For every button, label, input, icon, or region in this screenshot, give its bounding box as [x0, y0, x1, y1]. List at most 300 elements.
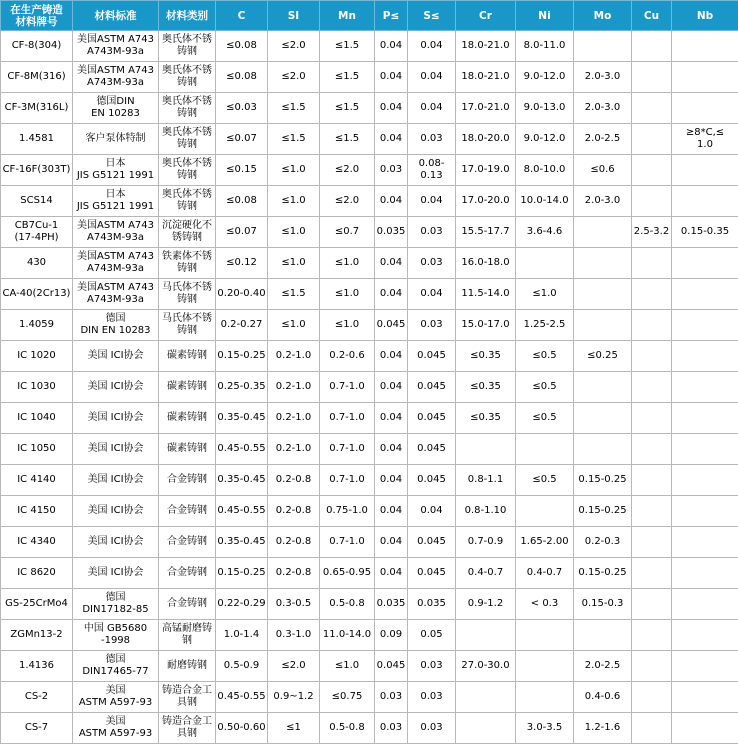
- cell-grade: CB7Cu-1 (17-4PH): [1, 217, 73, 248]
- cell-p: 0.03: [375, 682, 408, 713]
- cell-c: 1.0-1.4: [216, 620, 268, 651]
- cell-grade: IC 1050: [1, 434, 73, 465]
- column-header-nb: Nb: [672, 1, 738, 31]
- table-body: [1, 31, 738, 744]
- cell-ni: 9.0-12.0: [516, 124, 574, 155]
- cell-si: ≤2.0: [268, 62, 320, 93]
- cell-mn: 0.7-1.0: [320, 372, 375, 403]
- table-row: [1, 496, 738, 527]
- cell-p: 0.04: [375, 434, 408, 465]
- cell-mo: 0.2-0.3: [574, 527, 632, 558]
- cell-category: 合金铸钢: [159, 527, 216, 558]
- cell-p: 0.03: [375, 713, 408, 744]
- cell-s: 0.045: [408, 527, 456, 558]
- cell-p: 0.045: [375, 310, 408, 341]
- cell-cu: [632, 248, 672, 279]
- cell-cu: 2.5-3.2: [632, 217, 672, 248]
- cell-category: 铸造合金工 具钢: [159, 713, 216, 744]
- cell-mo: [574, 620, 632, 651]
- cell-s: 0.03: [408, 310, 456, 341]
- cell-c: ≤0.08: [216, 31, 268, 62]
- table-row: [1, 186, 738, 217]
- cell-cr: 18.0-21.0: [456, 31, 516, 62]
- cell-ni: 1.25-2.5: [516, 310, 574, 341]
- cell-mo: 0.4-0.6: [574, 682, 632, 713]
- cell-category: 铸造合金工 具钢: [159, 682, 216, 713]
- cell-cr: 15.0-17.0: [456, 310, 516, 341]
- cell-mn: 0.5-0.8: [320, 713, 375, 744]
- cell-nb: [672, 589, 738, 620]
- cell-ni: 0.4-0.7: [516, 558, 574, 589]
- cell-standard: 美国 ASTM A597-93: [73, 682, 159, 713]
- cell-p: 0.04: [375, 124, 408, 155]
- cell-grade: IC 4340: [1, 527, 73, 558]
- cell-c: 0.35-0.45: [216, 465, 268, 496]
- cell-c: ≤0.07: [216, 124, 268, 155]
- cell-c: 0.35-0.45: [216, 527, 268, 558]
- cell-p: 0.045: [375, 651, 408, 682]
- cell-grade: SCS14: [1, 186, 73, 217]
- cell-standard: 美国ASTM A743 A743M-93a: [73, 248, 159, 279]
- cell-c: 0.35-0.45: [216, 403, 268, 434]
- cell-standard: 美国ASTM A743 A743M-93a: [73, 279, 159, 310]
- cell-mo: [574, 217, 632, 248]
- cell-grade: CS-2: [1, 682, 73, 713]
- cell-mn: 0.7-1.0: [320, 465, 375, 496]
- header-row: [1, 1, 738, 31]
- cell-mo: 0.15-0.25: [574, 465, 632, 496]
- cell-p: 0.04: [375, 248, 408, 279]
- table-row: [1, 341, 738, 372]
- cell-s: 0.035: [408, 589, 456, 620]
- cell-category: 合金铸钢: [159, 558, 216, 589]
- cell-si: ≤1.0: [268, 248, 320, 279]
- cell-c: ≤0.08: [216, 62, 268, 93]
- cell-standard: 美国 ICI协会: [73, 465, 159, 496]
- cell-grade: GS-25CrMo4: [1, 589, 73, 620]
- cell-grade: 430: [1, 248, 73, 279]
- column-header-grade: 在生产铸造 材料牌号: [1, 1, 73, 31]
- cell-cu: [632, 434, 672, 465]
- cell-s: 0.045: [408, 434, 456, 465]
- cell-standard: 美国ASTM A743 A743M-93a: [73, 62, 159, 93]
- cell-nb: [672, 372, 738, 403]
- cell-cu: [632, 279, 672, 310]
- cell-cu: [632, 651, 672, 682]
- table-row: [1, 527, 738, 558]
- cell-grade: CA-40(2Cr13): [1, 279, 73, 310]
- cell-ni: 9.0-13.0: [516, 93, 574, 124]
- cell-s: 0.04: [408, 496, 456, 527]
- cell-cr: 27.0-30.0: [456, 651, 516, 682]
- cell-mo: 2.0-2.5: [574, 651, 632, 682]
- cell-mn: 0.7-1.0: [320, 434, 375, 465]
- cell-ni: ≤0.5: [516, 341, 574, 372]
- cell-si: 0.2-0.8: [268, 496, 320, 527]
- cell-cr: [456, 713, 516, 744]
- column-header-category: 材料类别: [159, 1, 216, 31]
- column-header-c: C: [216, 1, 268, 31]
- cell-nb: [672, 310, 738, 341]
- column-header-p: P≤: [375, 1, 408, 31]
- cell-p: 0.035: [375, 589, 408, 620]
- cell-p: 0.04: [375, 341, 408, 372]
- cell-standard: 美国 ICI协会: [73, 434, 159, 465]
- cell-mn: 0.2-0.6: [320, 341, 375, 372]
- cell-grade: CF-16F(303T): [1, 155, 73, 186]
- cell-nb: [672, 620, 738, 651]
- cell-si: ≤1.5: [268, 93, 320, 124]
- cell-ni: [516, 682, 574, 713]
- column-header-cu: Cu: [632, 1, 672, 31]
- cell-category: 耐磨铸钢: [159, 651, 216, 682]
- cell-s: 0.03: [408, 124, 456, 155]
- cell-standard: 德国DIN EN 10283: [73, 93, 159, 124]
- cell-mo: [574, 31, 632, 62]
- table-row: [1, 434, 738, 465]
- cell-standard: 客户泵体特制: [73, 124, 159, 155]
- table-row: [1, 155, 738, 186]
- cell-mo: 0.15-0.25: [574, 558, 632, 589]
- cell-category: 奥氏体不锈 铸钢: [159, 186, 216, 217]
- cell-mo: [574, 434, 632, 465]
- cell-cr: ≤0.35: [456, 403, 516, 434]
- cell-grade: CF-8(304): [1, 31, 73, 62]
- cell-standard: 美国 ICI协会: [73, 341, 159, 372]
- cell-p: 0.04: [375, 403, 408, 434]
- cell-standard: 美国 ASTM A597-93: [73, 713, 159, 744]
- cell-c: 0.20-0.40: [216, 279, 268, 310]
- cell-s: 0.04: [408, 279, 456, 310]
- cell-cr: [456, 620, 516, 651]
- cell-mn: ≤1.5: [320, 62, 375, 93]
- cell-nb: [672, 434, 738, 465]
- cell-standard: 美国 ICI协会: [73, 372, 159, 403]
- cell-cr: 11.5-14.0: [456, 279, 516, 310]
- cell-s: 0.045: [408, 403, 456, 434]
- table-row: [1, 31, 738, 62]
- cell-nb: [672, 403, 738, 434]
- cell-c: 0.5-0.9: [216, 651, 268, 682]
- cell-category: 奥氏体不锈 铸钢: [159, 31, 216, 62]
- cell-si: 0.2-0.8: [268, 527, 320, 558]
- cell-ni: ≤0.5: [516, 372, 574, 403]
- cell-grade: ZGMn13-2: [1, 620, 73, 651]
- cell-s: 0.04: [408, 93, 456, 124]
- cell-p: 0.04: [375, 527, 408, 558]
- cell-nb: [672, 527, 738, 558]
- cell-cr: [456, 434, 516, 465]
- cell-ni: 3.0-3.5: [516, 713, 574, 744]
- cell-mn: ≤0.75: [320, 682, 375, 713]
- cell-cu: [632, 558, 672, 589]
- cell-cu: [632, 403, 672, 434]
- cell-category: 奥氏体不锈 铸钢: [159, 155, 216, 186]
- table-row: [1, 124, 738, 155]
- cell-nb: [672, 31, 738, 62]
- cell-cu: [632, 341, 672, 372]
- cell-si: 0.3-1.0: [268, 620, 320, 651]
- cell-category: 奥氏体不锈 铸钢: [159, 124, 216, 155]
- cell-cu: [632, 186, 672, 217]
- cell-category: 合金铸钢: [159, 496, 216, 527]
- cell-category: 碳素铸钢: [159, 341, 216, 372]
- cell-cu: [632, 620, 672, 651]
- cell-si: 0.2-1.0: [268, 372, 320, 403]
- cell-mn: 0.7-1.0: [320, 527, 375, 558]
- cell-mo: 2.0-3.0: [574, 186, 632, 217]
- cell-mn: 0.5-0.8: [320, 589, 375, 620]
- cell-nb: [672, 62, 738, 93]
- cell-mn: ≤1.0: [320, 248, 375, 279]
- cell-s: 0.045: [408, 341, 456, 372]
- cell-nb: [672, 155, 738, 186]
- cell-standard: 德国 DIN17182-85: [73, 589, 159, 620]
- cell-grade: IC 8620: [1, 558, 73, 589]
- cell-si: ≤1.0: [268, 155, 320, 186]
- cell-p: 0.04: [375, 62, 408, 93]
- cell-c: 0.50-0.60: [216, 713, 268, 744]
- cell-cu: [632, 496, 672, 527]
- cell-mo: 2.0-3.0: [574, 93, 632, 124]
- cell-s: 0.03: [408, 248, 456, 279]
- cell-si: 0.2-0.8: [268, 558, 320, 589]
- cell-standard: 美国ASTM A743 A743M-93a: [73, 217, 159, 248]
- cell-grade: 1.4581: [1, 124, 73, 155]
- cell-ni: 10.0-14.0: [516, 186, 574, 217]
- cell-category: 马氏体不锈 铸钢: [159, 279, 216, 310]
- cell-mn: ≤1.5: [320, 124, 375, 155]
- cell-standard: 美国 ICI协会: [73, 496, 159, 527]
- cell-si: ≤1.0: [268, 186, 320, 217]
- cell-grade: CF-8M(316): [1, 62, 73, 93]
- cell-ni: < 0.3: [516, 589, 574, 620]
- table-row: [1, 310, 738, 341]
- cell-grade: CS-7: [1, 713, 73, 744]
- cell-cr: ≤0.35: [456, 341, 516, 372]
- cell-mn: ≤1.5: [320, 31, 375, 62]
- cell-cu: [632, 527, 672, 558]
- cell-standard: 美国ASTM A743 A743M-93a: [73, 31, 159, 62]
- cell-mo: [574, 403, 632, 434]
- cell-mn: ≤2.0: [320, 155, 375, 186]
- cell-cr: 0.4-0.7: [456, 558, 516, 589]
- cell-grade: IC 1040: [1, 403, 73, 434]
- cell-cu: [632, 124, 672, 155]
- cell-standard: 德国 DIN17465-77: [73, 651, 159, 682]
- cell-nb: [672, 93, 738, 124]
- column-header-mo: Mo: [574, 1, 632, 31]
- cell-standard: 美国 ICI协会: [73, 403, 159, 434]
- cell-ni: ≤0.5: [516, 403, 574, 434]
- cell-cr: 0.7-0.9: [456, 527, 516, 558]
- cell-cu: [632, 31, 672, 62]
- cell-mo: 0.15-0.25: [574, 496, 632, 527]
- cell-grade: IC 1020: [1, 341, 73, 372]
- cell-standard: 德国 DIN EN 10283: [73, 310, 159, 341]
- column-header-mn: Mn: [320, 1, 375, 31]
- cell-mn: ≤1.5: [320, 93, 375, 124]
- cell-category: 合金铸钢: [159, 589, 216, 620]
- cell-ni: [516, 248, 574, 279]
- cell-si: 0.2-1.0: [268, 434, 320, 465]
- cell-p: 0.04: [375, 186, 408, 217]
- cell-mo: 2.0-3.0: [574, 62, 632, 93]
- cell-mn: ≤1.0: [320, 310, 375, 341]
- cell-mo: [574, 310, 632, 341]
- cell-nb: [672, 713, 738, 744]
- cell-standard: 日本 JIS G5121 1991: [73, 186, 159, 217]
- cell-si: ≤2.0: [268, 31, 320, 62]
- cell-grade: 1.4059: [1, 310, 73, 341]
- cell-standard: 美国 ICI协会: [73, 527, 159, 558]
- cell-cr: ≤0.35: [456, 372, 516, 403]
- cell-mo: 2.0-2.5: [574, 124, 632, 155]
- cell-c: 0.45-0.55: [216, 496, 268, 527]
- cell-mo: [574, 372, 632, 403]
- cell-ni: [516, 651, 574, 682]
- cell-ni: ≤0.5: [516, 465, 574, 496]
- cell-cr: 17.0-21.0: [456, 93, 516, 124]
- cell-p: 0.04: [375, 465, 408, 496]
- cell-nb: 0.15-0.35: [672, 217, 738, 248]
- cell-ni: [516, 620, 574, 651]
- cell-nb: [672, 279, 738, 310]
- cell-p: 0.04: [375, 31, 408, 62]
- cell-cr: 0.8-1.10: [456, 496, 516, 527]
- cell-category: 铁素体不锈 铸钢: [159, 248, 216, 279]
- cell-s: 0.045: [408, 465, 456, 496]
- cell-si: 0.2-1.0: [268, 341, 320, 372]
- cell-c: ≤0.08: [216, 186, 268, 217]
- cell-s: 0.045: [408, 372, 456, 403]
- cell-ni: [516, 496, 574, 527]
- cell-category: 沉淀硬化不 锈铸钢: [159, 217, 216, 248]
- cell-standard: 日本 JIS G5121 1991: [73, 155, 159, 186]
- cell-cu: [632, 62, 672, 93]
- table-row: [1, 62, 738, 93]
- column-header-cr: Cr: [456, 1, 516, 31]
- cell-cr: 0.9-1.2: [456, 589, 516, 620]
- cell-mn: ≤2.0: [320, 186, 375, 217]
- cell-mn: ≤0.7: [320, 217, 375, 248]
- cell-ni: 8.0-11.0: [516, 31, 574, 62]
- cell-ni: [516, 434, 574, 465]
- cell-p: 0.04: [375, 372, 408, 403]
- cell-c: 0.45-0.55: [216, 682, 268, 713]
- cell-standard: 美国 ICI协会: [73, 558, 159, 589]
- table-row: [1, 217, 738, 248]
- cell-mn: 0.7-1.0: [320, 403, 375, 434]
- cell-si: 0.3-0.5: [268, 589, 320, 620]
- cell-nb: [672, 341, 738, 372]
- cell-si: ≤1.0: [268, 217, 320, 248]
- cell-cu: [632, 310, 672, 341]
- cell-si: ≤2.0: [268, 651, 320, 682]
- cell-s: 0.04: [408, 62, 456, 93]
- table-row: [1, 93, 738, 124]
- column-header-ni: Ni: [516, 1, 574, 31]
- cell-si: ≤1: [268, 713, 320, 744]
- table-row: [1, 651, 738, 682]
- cell-p: 0.04: [375, 496, 408, 527]
- cell-c: ≤0.03: [216, 93, 268, 124]
- cell-mn: 0.65-0.95: [320, 558, 375, 589]
- table-row: [1, 682, 738, 713]
- cell-grade: 1.4136: [1, 651, 73, 682]
- cell-s: 0.03: [408, 713, 456, 744]
- cell-si: 0.9~1.2: [268, 682, 320, 713]
- cell-mn: ≤1.0: [320, 651, 375, 682]
- cell-grade: IC 4150: [1, 496, 73, 527]
- table-row: [1, 558, 738, 589]
- cell-s: 0.045: [408, 558, 456, 589]
- cell-nb: [672, 651, 738, 682]
- cell-cr: 15.5-17.7: [456, 217, 516, 248]
- cell-mn: ≤1.0: [320, 279, 375, 310]
- cell-ni: ≤1.0: [516, 279, 574, 310]
- cell-category: 合金铸钢: [159, 465, 216, 496]
- cell-cr: 17.0-20.0: [456, 186, 516, 217]
- cell-category: 奥氏体不锈 铸钢: [159, 62, 216, 93]
- table-row: [1, 620, 738, 651]
- cell-nb: [672, 465, 738, 496]
- cell-s: 0.04: [408, 186, 456, 217]
- cell-cu: [632, 682, 672, 713]
- cell-mo: ≤0.25: [574, 341, 632, 372]
- cell-s: 0.03: [408, 651, 456, 682]
- cell-s: 0.03: [408, 217, 456, 248]
- cell-mn: 11.0-14.0: [320, 620, 375, 651]
- cell-grade: IC 1030: [1, 372, 73, 403]
- cell-mo: 0.15-0.3: [574, 589, 632, 620]
- cell-cu: [632, 713, 672, 744]
- cell-c: ≤0.07: [216, 217, 268, 248]
- cell-si: ≤1.0: [268, 310, 320, 341]
- cell-s: 0.05: [408, 620, 456, 651]
- cell-category: 碳素铸钢: [159, 403, 216, 434]
- cell-s: 0.04: [408, 31, 456, 62]
- cell-nb: [672, 186, 738, 217]
- cell-nb: ≥8*C,≤ 1.0: [672, 124, 738, 155]
- table-row: [1, 248, 738, 279]
- cell-cu: [632, 155, 672, 186]
- cell-cu: [632, 465, 672, 496]
- cell-nb: [672, 496, 738, 527]
- column-header-s: S≤: [408, 1, 456, 31]
- cell-c: 0.15-0.25: [216, 341, 268, 372]
- cell-mo: [574, 279, 632, 310]
- cell-c: 0.15-0.25: [216, 558, 268, 589]
- cell-grade: IC 4140: [1, 465, 73, 496]
- cell-category: 马氏体不锈 铸钢: [159, 310, 216, 341]
- table-row: [1, 465, 738, 496]
- cell-cr: 18.0-21.0: [456, 62, 516, 93]
- cell-si: ≤1.5: [268, 279, 320, 310]
- cell-ni: 9.0-12.0: [516, 62, 574, 93]
- table-row: [1, 403, 738, 434]
- cell-nb: [672, 682, 738, 713]
- cell-s: 0.08-0.13: [408, 155, 456, 186]
- cell-grade: CF-3M(316L): [1, 93, 73, 124]
- cell-c: ≤0.15: [216, 155, 268, 186]
- cell-c: 0.22-0.29: [216, 589, 268, 620]
- cell-category: 碳素铸钢: [159, 434, 216, 465]
- cell-p: 0.04: [375, 558, 408, 589]
- cell-standard: 中国 GB5680 -1998: [73, 620, 159, 651]
- cell-p: 0.03: [375, 155, 408, 186]
- table-row: [1, 372, 738, 403]
